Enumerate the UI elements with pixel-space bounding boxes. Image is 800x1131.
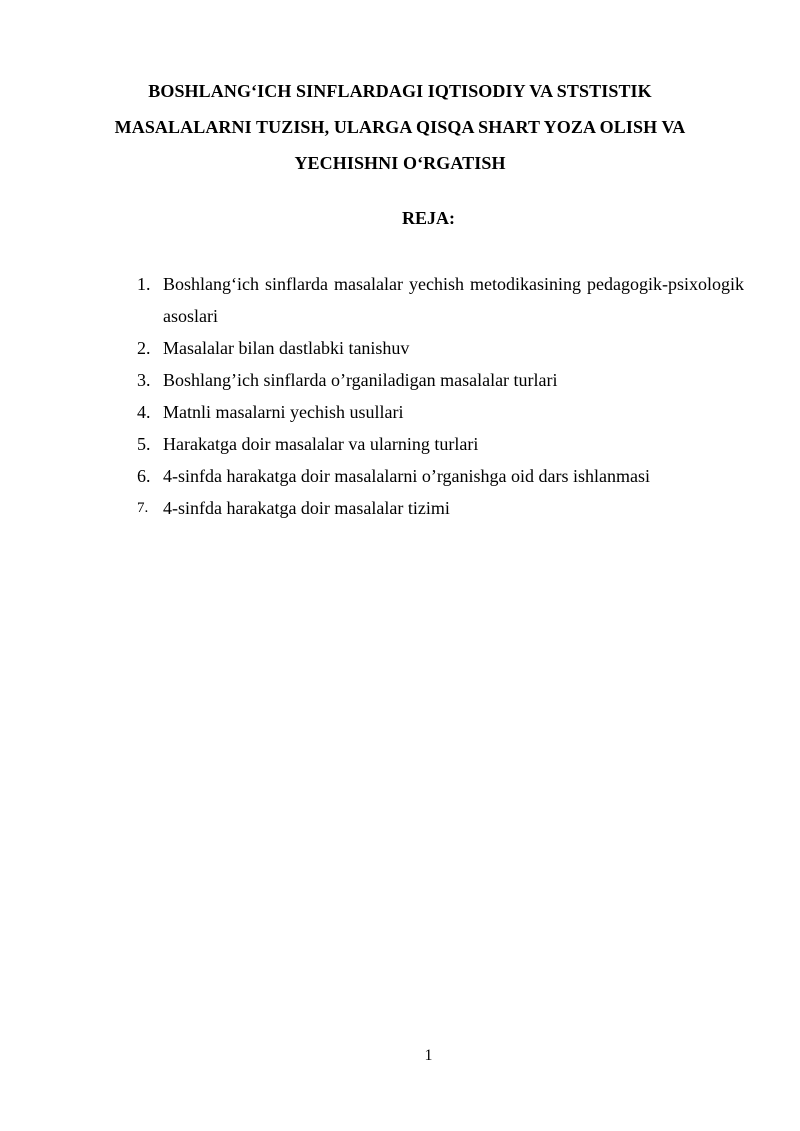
plan-item (137, 396, 744, 428)
plan-item (137, 460, 744, 492)
plan-item-number: 4. (137, 402, 151, 422)
plan-list (137, 268, 744, 524)
title-line-3: YECHISHNI O‘RGATISH (294, 153, 506, 173)
plan-item-number: 1. (137, 274, 151, 294)
plan-item-number: 7. (137, 500, 149, 516)
page-number: 1 (424, 1047, 433, 1064)
plan-item (137, 492, 744, 524)
title-line-1: BOSHLANG‘ICH SINFLARDAGI IQTISODIY VA STSTISTIK (148, 81, 652, 101)
plan-item-text: Boshlang‘ich sinflarda masalalar yechish metodikasining pedagogik-psixologik asoslari (163, 274, 744, 326)
plan-item-number: 6. (137, 466, 151, 486)
plan-item-text: 4-sinfda harakatga doir masalalar tizimi (163, 498, 450, 518)
plan-item (137, 332, 744, 364)
plan-item-text: Boshlang’ich sinflarda o’rganiladigan masalalar turlari (163, 370, 558, 390)
plan-item-number: 3. (137, 370, 151, 390)
plan-item-number: 2. (137, 338, 151, 358)
document-title (100, 73, 700, 181)
plan-item-number: 5. (137, 434, 151, 454)
title-line-2: MASALALARNI TUZISH, ULARGA QISQA SHART YOZA OLISH VA (114, 117, 686, 137)
plan-item (137, 268, 744, 332)
plan-item (137, 428, 744, 460)
plan-item-text: 4-sinfda harakatga doir masalalarni o’rganishga oid dars ishlanmasi (163, 466, 651, 486)
plan-heading: REJA: (402, 208, 455, 228)
plan-item-text: Matnli masalarni yechish usullari (163, 402, 404, 422)
plan-item (137, 364, 744, 396)
plan-item-text: Masalalar bilan dastlabki tanishuv (163, 338, 410, 358)
plan-item-text: Harakatga doir masalalar va ularning turlari (163, 434, 479, 454)
